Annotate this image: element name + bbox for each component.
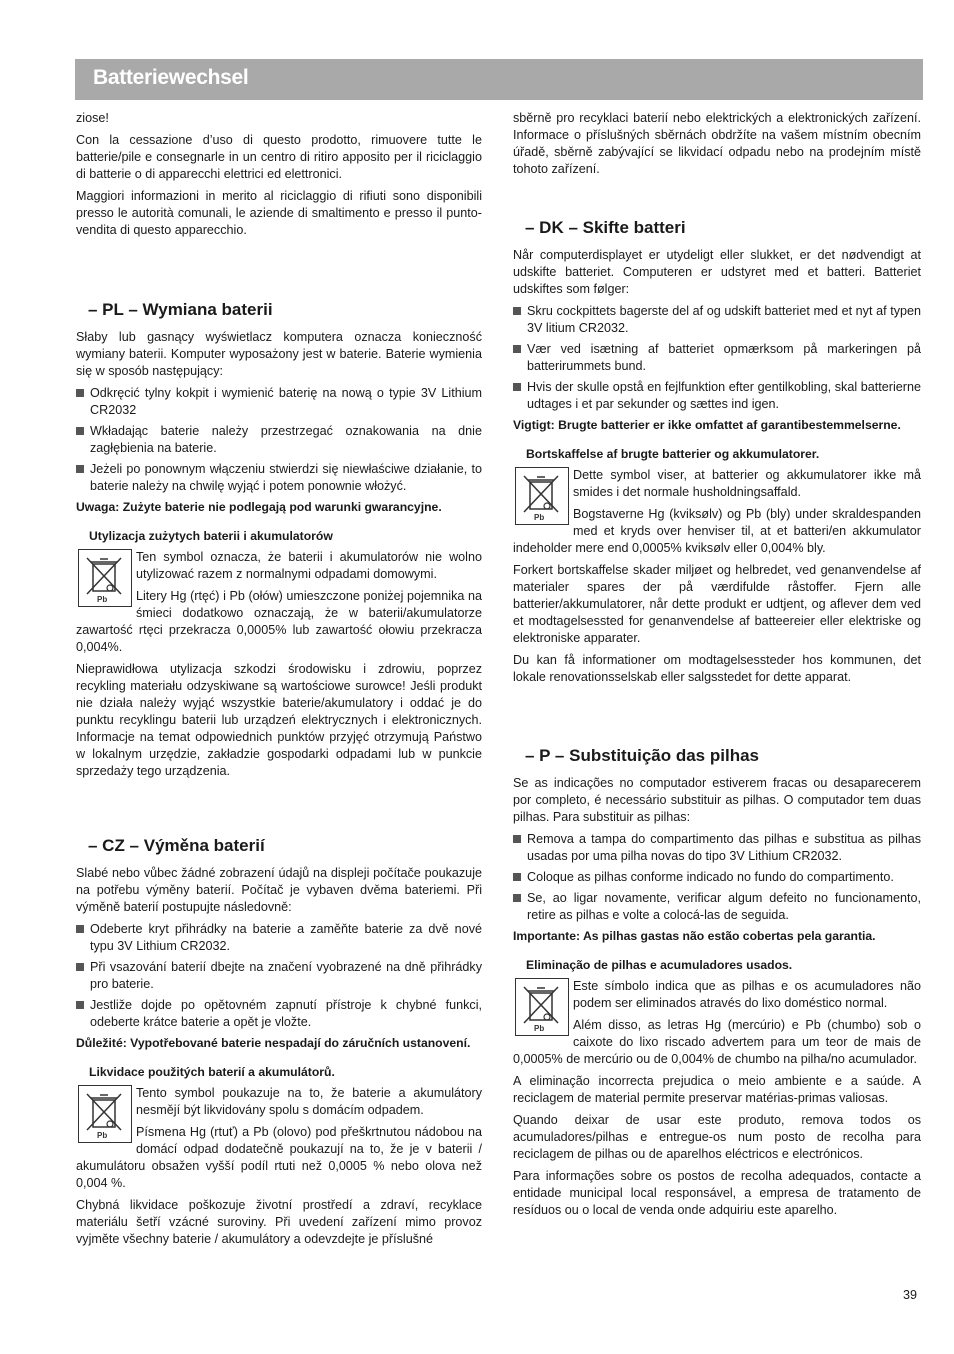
crossed-bin-icon [515,467,569,525]
paragraph: Słaby lub gasnący wyświetlacz komputera oznacza konieczność wymiany baterii. Komputer wyposażony jest w baterie. Baterie wymienia się w sposób następujący: [76,330,482,378]
paragraph: ziose! [76,111,109,125]
right-column [513,110,921,1224]
page-number: 39 [903,1288,918,1302]
page-title: Batteriewechsel [93,66,249,89]
section-title-dk: – DK – Skifte batteri [525,218,686,237]
bullet-square-icon [76,465,84,473]
crossed-bin-icon [78,1085,132,1143]
list-item: Coloque as pilhas conforme indicado no fundo do compartimento. [513,869,921,886]
paragraph: Du kan få informationer om modtagelsessteder hos kommunen, det lokale renovationsselskab eller salgsstedet for dette apparat. [513,653,921,684]
bullet-square-icon [76,925,84,933]
left-column [76,110,482,1253]
page-header [75,59,923,100]
svg-text:Pb: Pb [534,513,545,522]
crossed-bin-icon [78,549,132,607]
paragraph: Písmena Hg (rtuť) a Pb (olovo) pod přeškrtnutou nádobou na domácí odpad dodatečně poukazují na to, že je v baterii / akumulátoru obsažen vyšší podíl rtuti než 0,0005 % nebo olova než 0,004 %. [76,1125,482,1190]
paragraph: Para informações sobre os postos de recolha adequados, contacte a entidade municipal local responsável, a empresa de tratamento de resíduos ou o local de venda onde adquiriu este aparelho. [513,1169,921,1217]
paragraph: Tento symbol poukazuje na to, že baterie a akumulátory nesmějí být likvidovány spolu s domácím odpadem. [136,1086,482,1117]
list-item: Se, ao ligar novamente, verificar algum defeito no funcionamento, retire as pilhas e volte a colocá-las de seguida. [513,890,921,924]
bullet-square-icon [76,1001,84,1009]
paragraph: Forkert bortskaffelse skader miljøet og helbredet, ved genanvendelse af materialer spares der på værdifulde råstoffer. Fjern alle batterier/akkumulatorer, når dette produkt er udtjent, og aflever dem ved et modtagelsessted for genanvendelse af batteereier eller elektriske og elektroniske apparater. [513,563,921,645]
list-item: Při vsazování baterií dbejte na značení vyobrazené na dně přihrádky pro baterie. [76,959,482,993]
list-item: Odkręcić tylny kokpit i wymienić baterię na nową o typie 3V Lithium CR2032 [76,385,482,419]
paragraph: Quando deixar de usar este produto, remova todos os acumuladores/pilhas e entregue-os num posto de recolha para reciclagem de pilhas ou de aparelhos eléctricos e electrónicos. [513,1113,921,1161]
bullet-square-icon [513,307,521,315]
disposal-title: Eliminação de pilhas e acumuladores usados. [526,958,793,972]
paragraph: Este símbolo indica que as pilhas e os acumuladores não podem ser eliminados através do lixo doméstico normal. [573,979,921,1010]
paragraph: Ten symbol oznacza, że baterii i akumulatorów nie wolno utylizować razem z normalnymi odpadami domowymi. [136,550,482,581]
warning-note: Uwaga: Zużyte baterie nie podlegają pod warunki gwarancyjne. [76,500,442,514]
svg-text:Pb: Pb [534,1024,545,1033]
recycle-block [76,1085,482,1192]
paragraph: Bogstaverne Hg (kviksølv) og Pb (bly) under skraldespanden med et kryds over henviser til, at et batteri/en akkumulator indeholder mere end 0,0005% kviksølv eller 0,004% bly. [513,507,921,555]
section-title-cz: – CZ – Výměna baterií [88,836,265,855]
bullet-square-icon [513,894,521,902]
warning-note: Vigtigt: Brugte batterier er ikke omfattet af garantibestemmelserne. [513,418,901,432]
warning-note: Importante: As pilhas gastas não estão cobertas pela garantia. [513,929,876,943]
paragraph: Além disso, as letras Hg (mercúrio) e Pb (chumbo) sob o caixote do lixo riscado advertem para um teor de mais de 0,0005% de mercúrio ou de 0,004% de chumbo na pilha/no acumulador. [513,1018,921,1066]
list-item: Jestliže dojde po opětovném zapnutí přístroje k chybné funkci, odeberte krátce baterie a opět je vložte. [76,997,482,1031]
svg-text:Pb: Pb [97,595,108,604]
list-item: Jeżeli po ponownym włączeniu stwierdzi się niewłaściwe działanie, to baterie należy na chwilę wyjąć i potem ponownie włożyć. [76,461,482,495]
paragraph: sběrně pro recyklaci baterií nebo elektrických a elektronických zařízení. Informace o příslušných sběrnách obdržíte na vašem místním obecním úřadě, sběrně zabývající se likvidací odpadu nebo na prodejním místě tohoto zařízení. [513,111,921,176]
paragraph: Nieprawidłowa utylizacja szkodzi środowisku i zdrowiu, poprzez recykling materiału odzyskiwane są wartościowe surowce! Jeśli produkt nie działa należy wyjąć wszystkie baterie/akumulatory i oddać je do punktu recyklingu baterii lub urządzeń elektrycznych i elektronicznych. Informacje na temat odpowiednich punktów przyjęć otrzymują Państwo w lokalnym urzędzie, zakładzie gospodarki odpadami lub w punkcie sprzedaży tego urządzenia. [76,662,482,778]
recycle-block [513,467,921,557]
disposal-title: Utylizacja zużytych baterii i akumulatorów [89,529,333,543]
paragraph: Når computerdisplayet er utydeligt eller slukket, er det nødvendigt at udskifte batteriet. Computeren er udstyret med et batteri. Batteriet udskiftes som følger: [513,248,921,296]
paragraph: Con la cessazione d’uso di questo prodotto, rimuovere tutte le batterie/pile e consegnarle in un centro di ritiro apposito per il riciclaggio di batterie o di apparecchi elettrici ed elettronici. [76,133,482,181]
list-item: Remova a tampa do compartimento das pilhas e substitua as pilhas usadas por uma pilha novas do tipo 3V Lithium CR2032. [513,831,921,865]
disposal-title: Likvidace použitých baterií a akumulátorů. [89,1065,335,1079]
recycle-block [76,549,482,656]
section-title-pt: – P – Substituição das pilhas [525,746,759,765]
paragraph: Dette symbol viser, at batterier og akkumulatorer ikke må smides i det normale husholdningsaffald. [573,468,921,499]
bullet-square-icon [513,873,521,881]
warning-note: Důležité: Vypotřebované baterie nespadají do záručních ustanovení. [76,1036,471,1050]
paragraph: Slabé nebo vůbec žádné zobrazení údajů na displeji počítače poukazuje na potřebu výměny baterií. Počítač je vybaven dvěma bateriemi. Při výměně baterií postupujte následovně: [76,866,482,914]
bullet-square-icon [76,389,84,397]
bullet-square-icon [76,963,84,971]
list-item: Hvis der skulle opstå en fejlfunktion efter gentilkobling, skal batterierne udtages i et par sekunder og sættes ind igen. [513,379,921,413]
crossed-bin-icon [515,978,569,1036]
disposal-title: Bortskaffelse af brugte batterier og akkumulatorer. [526,447,820,461]
svg-text:Pb: Pb [97,1131,108,1140]
paragraph: A eliminação incorrecta prejudica o meio ambiente e a saúde. A reciclagem de material permite preservar matérias-primas valiosas. [513,1074,921,1105]
section-title-pl: – PL – Wymiana baterii [88,300,273,319]
bullet-square-icon [513,383,521,391]
bullet-square-icon [76,427,84,435]
list-item: Odeberte kryt přihrádky na baterie a zaměňte baterie za dvě nové typu 3V Lithium CR2032. [76,921,482,955]
bullet-square-icon [513,835,521,843]
paragraph: Litery Hg (rtęć) i Pb (ołów) umieszczone poniżej pojemnika na śmieci dodatkowo oznaczają, że w baterii/akumulatorze zawartość rtęci przekracza 0,0005% lub zawartość ołowiu przekracza 0,004%. [76,589,482,654]
recycle-block [513,978,921,1068]
paragraph: Chybná likvidace poškozuje životní prostředí a zdraví, recyklace materiálu šetří vzácné suroviny. Při uvedení zařízení mimo provoz vyjměte všechny baterie / akumulátory a odevzdejte je příslušné [76,1198,482,1246]
bullet-square-icon [513,345,521,353]
list-item: Vær ved isætning af batteriet opmærksom på markeringen på batterirummets bund. [513,341,921,375]
list-item: Skru cockpittets bagerste del af og udskift batteriet med et nyt af typen 3V litium CR2032. [513,303,921,337]
paragraph: Maggiori informazioni in merito al riciclaggio di rifiuti sono disponibili presso le autorità comunali, le aziende di smaltimento e presso il punto-vendita di questo apparecchio. [76,189,482,237]
list-item: Wkładając baterie należy przestrzegać oznakowania na dnie zagłębienia na baterie. [76,423,482,457]
paragraph: Se as indicações no computador estiverem fracas ou desaparecerem por completo, é necessário substituir as pilhas. O computador tem duas pilhas. Para substituir as pilhas: [513,776,921,824]
